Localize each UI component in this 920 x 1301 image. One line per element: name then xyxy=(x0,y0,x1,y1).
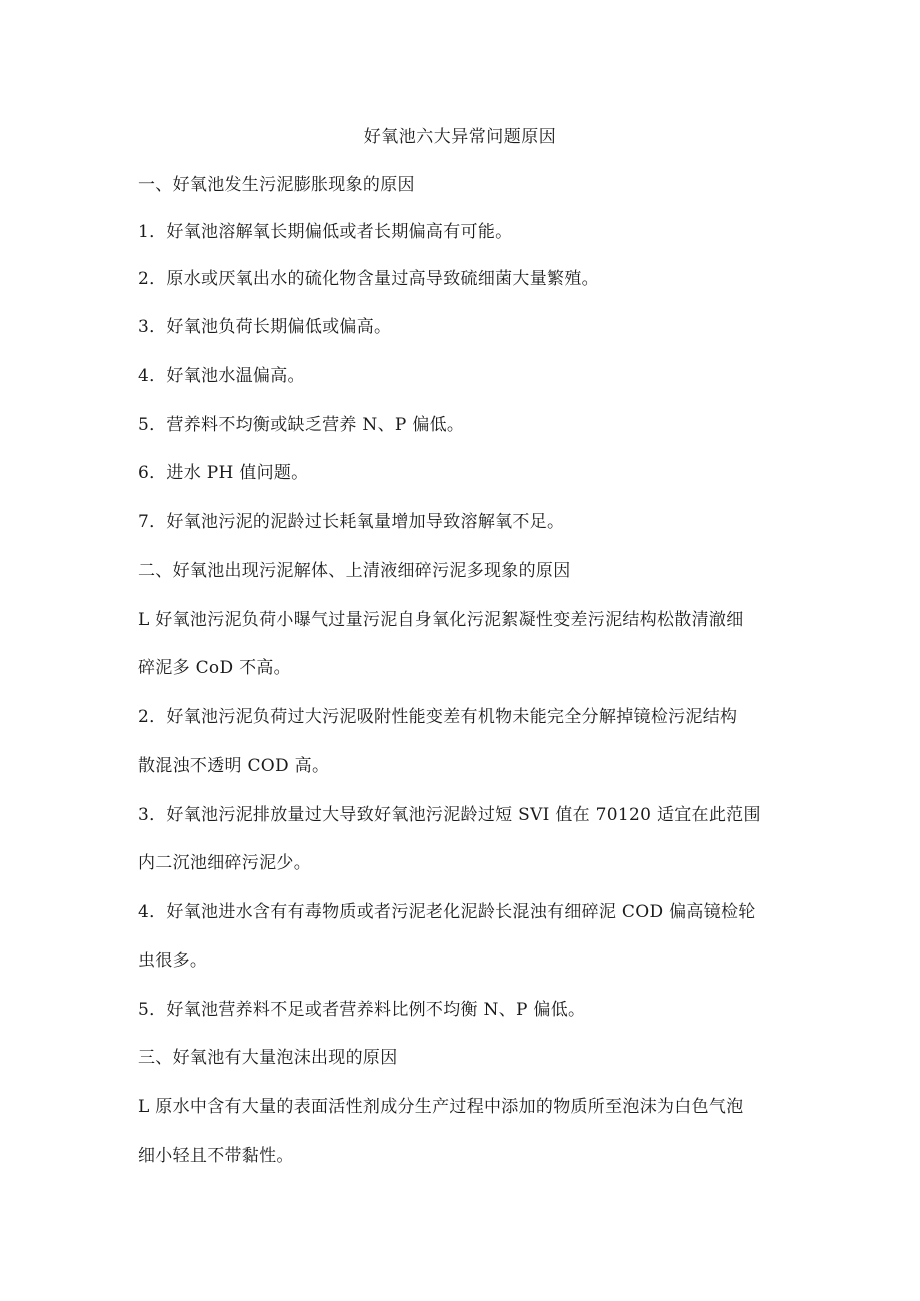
paragraph-line: 3．好氧池负荷长期偏低或偏高。 xyxy=(138,317,392,337)
paragraph-line: 2．原水或厌氧出水的硫化物含量过高导致硫细菌大量繁殖。 xyxy=(138,269,599,289)
paragraph-line: 4．好氧池进水含有有毒物质或者污泥老化泥龄长混浊有细碎泥 COD 偏高镜检轮 xyxy=(138,902,756,922)
paragraph-line: 内二沉池细碎污泥少。 xyxy=(138,853,311,873)
paragraph-line: L 原水中含有大量的表面活性剂成分生产过程中添加的物质所至泡沫为白色气泡 xyxy=(138,1097,744,1117)
document-title: 好氧池六大异常问题原因 xyxy=(363,127,557,147)
paragraph-line: 7．好氧池污泥的泥龄过长耗氧量增加导致溶解氧不足。 xyxy=(138,512,565,532)
paragraph-line: 虫很多。 xyxy=(138,951,208,971)
section-heading-2: 二、好氧池出现污泥解体、上清液细碎污泥多现象的原因 xyxy=(138,561,571,581)
paragraph-line: 3．好氧池污泥排放量过大导致好氧池污泥龄过短 SVI 值在 70120 适宜在此范围 xyxy=(138,805,761,825)
section-heading-1: 一、好氧池发生污泥膨胀现象的原因 xyxy=(138,175,415,195)
paragraph-line: 4．好氧池水温偏高。 xyxy=(138,366,305,386)
paragraph-line: 1．好氧池溶解氧长期偏低或者长期偏高有可能。 xyxy=(138,222,513,242)
paragraph-line: L 好氧池污泥负荷小曝气过量污泥自身氧化污泥絮凝性变差污泥结构松散清澈细 xyxy=(138,610,744,630)
paragraph-line: 散混浊不透明 COD 高。 xyxy=(138,756,330,776)
paragraph-line: 2．好氧池污泥负荷过大污泥吸附性能变差有机物未能完全分解掉镜检污泥结构 xyxy=(138,707,738,727)
paragraph-line: 5．好氧池营养料不足或者营养料比例不均衡 N、P 偏低。 xyxy=(138,1000,586,1020)
paragraph-line: 6．进水 PH 值问题。 xyxy=(138,463,309,483)
section-heading-3: 三、好氧池有大量泡沫出现的原因 xyxy=(138,1048,398,1068)
paragraph-line: 5．营养料不均衡或缺乏营养 N、P 偏低。 xyxy=(138,415,465,435)
paragraph-line: 细小轻且不带黏性。 xyxy=(138,1146,294,1166)
paragraph-line: 碎泥多 CoD 不高。 xyxy=(138,658,291,678)
